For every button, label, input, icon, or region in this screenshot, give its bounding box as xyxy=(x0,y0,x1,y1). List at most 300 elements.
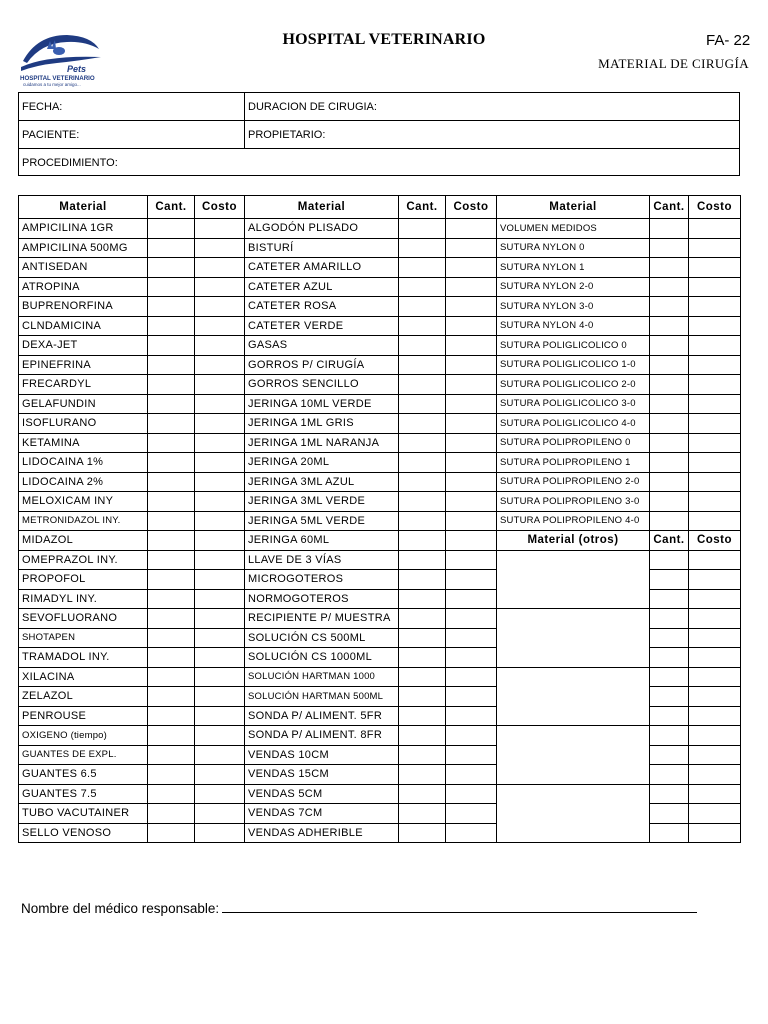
costo-cell[interactable] xyxy=(446,511,497,531)
table-row xyxy=(19,726,741,746)
header-cant: Cant. xyxy=(148,196,195,219)
costo-cell[interactable] xyxy=(195,433,245,453)
costo-cell[interactable] xyxy=(689,511,741,531)
costo-cell[interactable] xyxy=(446,433,497,453)
costo-cell[interactable] xyxy=(195,550,245,570)
cant-cell[interactable] xyxy=(650,453,689,473)
material-name: SUTURA POLIPROPILENO 0 xyxy=(497,433,650,453)
fecha-field[interactable]: FECHA: xyxy=(22,101,63,113)
costo-cell[interactable] xyxy=(195,706,245,726)
cant-cell[interactable] xyxy=(399,628,446,648)
material-name: AMPICILINA 1GR xyxy=(19,219,148,239)
material-name: METRONIDAZOL INY. xyxy=(19,511,148,531)
material-name: SUTURA POLIPROPILENO 1 xyxy=(497,453,650,473)
cant-cell[interactable] xyxy=(399,316,446,336)
cant-cell[interactable] xyxy=(148,765,195,785)
table-row xyxy=(19,394,741,414)
cant-cell[interactable] xyxy=(650,687,689,707)
costo-cell[interactable] xyxy=(689,687,741,707)
signature-block xyxy=(21,900,697,916)
cant-cell[interactable] xyxy=(148,550,195,570)
costo-cell[interactable] xyxy=(689,648,741,668)
table-row xyxy=(19,511,741,531)
cant-cell[interactable] xyxy=(399,570,446,590)
costo-cell[interactable] xyxy=(689,238,741,258)
svg-text:cuidamos a tu mejor amigo...: cuidamos a tu mejor amigo... xyxy=(23,82,81,87)
cant-cell[interactable] xyxy=(650,667,689,687)
material-name: AMPICILINA 500MG xyxy=(19,238,148,258)
form-code: FA- 22 xyxy=(706,32,751,49)
material-name: CATETER ROSA xyxy=(245,297,399,317)
cant-cell[interactable] xyxy=(650,336,689,356)
costo-cell[interactable] xyxy=(446,628,497,648)
costo-cell[interactable] xyxy=(446,238,497,258)
table-row xyxy=(19,667,741,687)
table-row xyxy=(19,453,741,473)
material-name: SUTURA POLIGLICOLICO 2-0 xyxy=(497,375,650,395)
cant-cell[interactable] xyxy=(148,726,195,746)
costo-cell[interactable] xyxy=(689,472,741,492)
cant-cell[interactable] xyxy=(148,238,195,258)
costo-cell[interactable] xyxy=(446,550,497,570)
costo-cell[interactable] xyxy=(689,316,741,336)
costo-cell[interactable] xyxy=(689,336,741,356)
procedimiento-field[interactable]: PROCEDIMIENTO: xyxy=(22,157,118,169)
otros-material-cell[interactable] xyxy=(497,667,650,726)
costo-cell[interactable] xyxy=(195,687,245,707)
material-name: SOLUCIÓN HARTMAN 1000 xyxy=(245,667,399,687)
material-name: BISTURÍ xyxy=(245,238,399,258)
header-cant: Cant. xyxy=(399,196,446,219)
costo-cell[interactable] xyxy=(446,745,497,765)
costo-cell[interactable] xyxy=(446,258,497,278)
cant-cell[interactable] xyxy=(650,258,689,278)
cant-cell[interactable] xyxy=(650,492,689,512)
costo-cell[interactable] xyxy=(195,589,245,609)
cant-cell[interactable] xyxy=(148,511,195,531)
cant-cell[interactable] xyxy=(148,687,195,707)
costo-cell[interactable] xyxy=(689,589,741,609)
material-name: FRECARDYL xyxy=(19,375,148,395)
table-row xyxy=(19,375,741,395)
otros-material-cell[interactable] xyxy=(497,550,650,609)
cant-cell[interactable] xyxy=(399,765,446,785)
cant-cell[interactable] xyxy=(148,414,195,434)
cant-cell[interactable] xyxy=(399,667,446,687)
costo-cell[interactable] xyxy=(195,219,245,239)
costo-cell[interactable] xyxy=(689,433,741,453)
cant-cell[interactable] xyxy=(148,453,195,473)
cant-cell[interactable] xyxy=(650,706,689,726)
material-name: JERINGA 3ML AZUL xyxy=(245,472,399,492)
otros-material-cell[interactable] xyxy=(497,609,650,668)
cant-cell[interactable] xyxy=(650,804,689,824)
cant-cell[interactable] xyxy=(399,355,446,375)
costo-cell[interactable] xyxy=(689,219,741,239)
cant-cell[interactable] xyxy=(148,336,195,356)
costo-cell[interactable] xyxy=(195,394,245,414)
cant-cell[interactable] xyxy=(650,784,689,804)
costo-cell[interactable] xyxy=(446,765,497,785)
costo-cell[interactable] xyxy=(689,609,741,629)
header-costo: Costo xyxy=(689,531,741,551)
costo-cell[interactable] xyxy=(689,550,741,570)
material-name: GELAFUNDIN xyxy=(19,394,148,414)
patient-info-box xyxy=(18,92,740,176)
costo-cell[interactable] xyxy=(195,531,245,551)
cant-cell[interactable] xyxy=(148,219,195,239)
material-name: LIDOCAINA 1% xyxy=(19,453,148,473)
cant-cell[interactable] xyxy=(399,531,446,551)
cant-cell[interactable] xyxy=(399,453,446,473)
costo-cell[interactable] xyxy=(689,667,741,687)
material-name: DEXA-JET xyxy=(19,336,148,356)
costo-cell[interactable] xyxy=(195,492,245,512)
costo-cell[interactable] xyxy=(195,238,245,258)
cant-cell[interactable] xyxy=(399,550,446,570)
cant-cell[interactable] xyxy=(148,823,195,843)
cant-cell[interactable] xyxy=(650,726,689,746)
material-name: JERINGA 1ML NARANJA xyxy=(245,433,399,453)
cant-cell[interactable] xyxy=(148,745,195,765)
costo-cell[interactable] xyxy=(195,628,245,648)
cant-cell[interactable] xyxy=(650,765,689,785)
costo-cell[interactable] xyxy=(446,414,497,434)
costo-cell[interactable] xyxy=(446,823,497,843)
material-name: ATROPINA xyxy=(19,277,148,297)
cant-cell[interactable] xyxy=(399,258,446,278)
costo-cell[interactable] xyxy=(446,667,497,687)
material-name: GORROS P/ CIRUGÍA xyxy=(245,355,399,375)
costo-cell[interactable] xyxy=(689,394,741,414)
cant-cell[interactable] xyxy=(650,648,689,668)
costo-cell[interactable] xyxy=(195,316,245,336)
costo-cell[interactable] xyxy=(446,336,497,356)
material-name: JERINGA 60ML xyxy=(245,531,399,551)
material-name: VENDAS 15CM xyxy=(245,765,399,785)
material-name: EPINEFRINA xyxy=(19,355,148,375)
costo-cell[interactable] xyxy=(446,492,497,512)
cant-cell[interactable] xyxy=(399,804,446,824)
costo-cell[interactable] xyxy=(446,570,497,590)
cant-cell[interactable] xyxy=(148,804,195,824)
costo-cell[interactable] xyxy=(446,355,497,375)
cant-cell[interactable] xyxy=(399,687,446,707)
cant-cell[interactable] xyxy=(148,570,195,590)
cant-cell[interactable] xyxy=(650,570,689,590)
material-name: SUTURA POLIGLICOLICO 0 xyxy=(497,336,650,356)
cant-cell[interactable] xyxy=(399,589,446,609)
cant-cell[interactable] xyxy=(399,238,446,258)
signature-line[interactable] xyxy=(222,900,697,913)
costo-cell[interactable] xyxy=(446,784,497,804)
costo-cell[interactable] xyxy=(689,297,741,317)
cant-cell[interactable] xyxy=(399,492,446,512)
table-row xyxy=(19,316,741,336)
cant-cell[interactable] xyxy=(399,706,446,726)
costo-cell[interactable] xyxy=(689,375,741,395)
table-row xyxy=(19,297,741,317)
costo-cell[interactable] xyxy=(689,823,741,843)
table-row xyxy=(19,238,741,258)
cant-cell[interactable] xyxy=(148,667,195,687)
material-name: ANTISEDAN xyxy=(19,258,148,278)
cant-cell[interactable] xyxy=(148,706,195,726)
material-name: PROPOFOL xyxy=(19,570,148,590)
table-row xyxy=(19,433,741,453)
header-material: Material xyxy=(497,196,650,219)
costo-cell[interactable] xyxy=(195,726,245,746)
costo-cell[interactable] xyxy=(446,726,497,746)
costo-cell[interactable] xyxy=(195,804,245,824)
cant-cell[interactable] xyxy=(650,238,689,258)
form-subtitle: MATERIAL DE CIRUGÍA xyxy=(598,56,749,71)
costo-cell[interactable] xyxy=(195,297,245,317)
material-name: GUANTES DE EXPL. xyxy=(19,745,148,765)
costo-cell[interactable] xyxy=(195,472,245,492)
costo-cell[interactable] xyxy=(195,414,245,434)
costo-cell[interactable] xyxy=(689,355,741,375)
cant-cell[interactable] xyxy=(650,823,689,843)
cant-cell[interactable] xyxy=(148,316,195,336)
material-name: MICROGOTEROS xyxy=(245,570,399,590)
costo-cell[interactable] xyxy=(689,804,741,824)
costo-cell[interactable] xyxy=(195,609,245,629)
cant-cell[interactable] xyxy=(399,297,446,317)
costo-cell[interactable] xyxy=(689,765,741,785)
material-name: CATETER VERDE xyxy=(245,316,399,336)
costo-cell[interactable] xyxy=(195,745,245,765)
cant-cell[interactable] xyxy=(650,628,689,648)
costo-cell[interactable] xyxy=(446,472,497,492)
material-name: XILACINA xyxy=(19,667,148,687)
cant-cell[interactable] xyxy=(650,316,689,336)
costo-cell[interactable] xyxy=(446,531,497,551)
cant-cell[interactable] xyxy=(399,219,446,239)
costo-cell[interactable] xyxy=(446,648,497,668)
costo-cell[interactable] xyxy=(446,375,497,395)
material-name: SUTURA NYLON 4-0 xyxy=(497,316,650,336)
cant-cell[interactable] xyxy=(399,823,446,843)
materials-table xyxy=(18,195,741,843)
material-name: SUTURA NYLON 1 xyxy=(497,258,650,278)
costo-cell[interactable] xyxy=(195,765,245,785)
material-name: VENDAS 10CM xyxy=(245,745,399,765)
material-name: JERINGA 1ML GRIS xyxy=(245,414,399,434)
cant-cell[interactable] xyxy=(650,433,689,453)
costo-cell[interactable] xyxy=(195,511,245,531)
costo-cell[interactable] xyxy=(446,277,497,297)
costo-cell[interactable] xyxy=(446,589,497,609)
material-name: CLNDAMICINA xyxy=(19,316,148,336)
costo-cell[interactable] xyxy=(446,394,497,414)
cant-cell[interactable] xyxy=(399,609,446,629)
material-name: SUTURA NYLON 0 xyxy=(497,238,650,258)
cant-cell[interactable] xyxy=(650,297,689,317)
cant-cell[interactable] xyxy=(399,394,446,414)
cant-cell[interactable] xyxy=(148,394,195,414)
material-name: SUTURA POLIGLICOLICO 3-0 xyxy=(497,394,650,414)
cant-cell[interactable] xyxy=(148,297,195,317)
cant-cell[interactable] xyxy=(399,336,446,356)
duracion-field[interactable]: DURACION DE CIRUGIA: xyxy=(248,101,377,113)
costo-cell[interactable] xyxy=(195,277,245,297)
material-name: SELLO VENOSO xyxy=(19,823,148,843)
cant-cell[interactable] xyxy=(650,609,689,629)
cant-cell[interactable] xyxy=(148,277,195,297)
costo-cell[interactable] xyxy=(689,492,741,512)
costo-cell[interactable] xyxy=(689,706,741,726)
costo-cell[interactable] xyxy=(195,453,245,473)
cant-cell[interactable] xyxy=(148,531,195,551)
cant-cell[interactable] xyxy=(399,511,446,531)
material-name: JERINGA 10ML VERDE xyxy=(245,394,399,414)
cant-cell[interactable] xyxy=(399,726,446,746)
propietario-field[interactable]: PROPIETARIO: xyxy=(248,129,326,141)
costo-cell[interactable] xyxy=(689,628,741,648)
cant-cell[interactable] xyxy=(399,472,446,492)
cant-cell[interactable] xyxy=(650,550,689,570)
cant-cell[interactable] xyxy=(148,609,195,629)
costo-cell[interactable] xyxy=(195,355,245,375)
paciente-field[interactable]: PACIENTE: xyxy=(22,129,80,141)
cant-cell[interactable] xyxy=(650,355,689,375)
cant-cell[interactable] xyxy=(650,277,689,297)
costo-cell[interactable] xyxy=(689,258,741,278)
cant-cell[interactable] xyxy=(650,745,689,765)
material-name: JERINGA 3ML VERDE xyxy=(245,492,399,512)
cant-cell[interactable] xyxy=(148,784,195,804)
table-row xyxy=(19,550,741,570)
costo-cell[interactable] xyxy=(195,823,245,843)
costo-cell[interactable] xyxy=(689,277,741,297)
costo-cell[interactable] xyxy=(446,297,497,317)
material-name: SUTURA POLIPROPILENO 3-0 xyxy=(497,492,650,512)
table-row xyxy=(19,609,741,629)
cant-cell[interactable] xyxy=(399,648,446,668)
svg-text:Pets: Pets xyxy=(67,64,87,74)
cant-cell[interactable] xyxy=(399,375,446,395)
table-row xyxy=(19,277,741,297)
costo-cell[interactable] xyxy=(195,258,245,278)
costo-cell[interactable] xyxy=(446,316,497,336)
material-name: SUTURA POLIPROPILENO 4-0 xyxy=(497,511,650,531)
costo-cell[interactable] xyxy=(446,609,497,629)
cant-cell[interactable] xyxy=(399,414,446,434)
material-name: SHOTAPEN xyxy=(19,628,148,648)
costo-cell[interactable] xyxy=(446,804,497,824)
material-name: ALGODÓN PLISADO xyxy=(245,219,399,239)
header-cant: Cant. xyxy=(650,531,689,551)
material-name: MIDAZOL xyxy=(19,531,148,551)
costo-cell[interactable] xyxy=(446,706,497,726)
costo-cell[interactable] xyxy=(446,453,497,473)
costo-cell[interactable] xyxy=(195,648,245,668)
costo-cell[interactable] xyxy=(446,687,497,707)
material-name: LLAVE DE 3 VÍAS xyxy=(245,550,399,570)
cant-cell[interactable] xyxy=(650,394,689,414)
cant-cell[interactable] xyxy=(148,472,195,492)
material-name: TRAMADOL INY. xyxy=(19,648,148,668)
cant-cell[interactable] xyxy=(650,511,689,531)
material-name: GASAS xyxy=(245,336,399,356)
costo-cell[interactable] xyxy=(689,570,741,590)
material-name: ZELAZOL xyxy=(19,687,148,707)
material-name: RIMADYL INY. xyxy=(19,589,148,609)
cant-cell[interactable] xyxy=(650,472,689,492)
cant-cell[interactable] xyxy=(399,784,446,804)
costo-cell[interactable] xyxy=(446,219,497,239)
material-name: OMEPRAZOL INY. xyxy=(19,550,148,570)
cant-cell[interactable] xyxy=(650,589,689,609)
costo-cell[interactable] xyxy=(195,375,245,395)
costo-cell[interactable] xyxy=(195,784,245,804)
material-name: VENDAS 5CM xyxy=(245,784,399,804)
costo-cell[interactable] xyxy=(689,784,741,804)
cant-cell[interactable] xyxy=(148,355,195,375)
cant-cell[interactable] xyxy=(148,258,195,278)
costo-cell[interactable] xyxy=(689,453,741,473)
costo-cell[interactable] xyxy=(195,336,245,356)
material-name: SUTURA NYLON 2-0 xyxy=(497,277,650,297)
costo-cell[interactable] xyxy=(195,667,245,687)
material-name: SUTURA POLIGLICOLICO 1-0 xyxy=(497,355,650,375)
cant-cell[interactable] xyxy=(148,375,195,395)
cant-cell[interactable] xyxy=(650,375,689,395)
otros-material-cell[interactable] xyxy=(497,726,650,785)
cant-cell[interactable] xyxy=(148,648,195,668)
costo-cell[interactable] xyxy=(689,745,741,765)
cant-cell[interactable] xyxy=(148,433,195,453)
table-row xyxy=(19,492,741,512)
material-name: JERINGA 20ML xyxy=(245,453,399,473)
table-row xyxy=(19,336,741,356)
cant-cell[interactable] xyxy=(399,277,446,297)
cant-cell[interactable] xyxy=(148,492,195,512)
material-name: SONDA P/ ALIMENT. 8FR xyxy=(245,726,399,746)
material-name: VENDAS 7CM xyxy=(245,804,399,824)
material-name: GUANTES 6.5 xyxy=(19,765,148,785)
page-title: HOSPITAL VETERINARIO xyxy=(282,31,486,48)
material-name: CATETER AZUL xyxy=(245,277,399,297)
material-name: JERINGA 5ML VERDE xyxy=(245,511,399,531)
material-name: TUBO VACUTAINER xyxy=(19,804,148,824)
material-name: VOLUMEN MEDIDOS xyxy=(497,219,650,239)
material-name: LIDOCAINA 2% xyxy=(19,472,148,492)
material-name: CATETER AMARILLO xyxy=(245,258,399,278)
costo-cell[interactable] xyxy=(195,570,245,590)
header-material-otros: Material (otros) xyxy=(497,531,650,551)
cant-cell[interactable] xyxy=(148,628,195,648)
cant-cell[interactable] xyxy=(650,219,689,239)
material-name: SEVOFLUORANO xyxy=(19,609,148,629)
cant-cell[interactable] xyxy=(148,589,195,609)
material-name: SOLUCIÓN CS 500ML xyxy=(245,628,399,648)
svg-text:HOSPITAL VETERINARIO: HOSPITAL VETERINARIO xyxy=(20,75,95,82)
material-name: GORROS SENCILLO xyxy=(245,375,399,395)
signature-label: Nombre del médico responsable: xyxy=(21,901,220,916)
cant-cell[interactable] xyxy=(650,414,689,434)
costo-cell[interactable] xyxy=(689,414,741,434)
material-name: BUPRENORFINA xyxy=(19,297,148,317)
cant-cell[interactable] xyxy=(399,433,446,453)
otros-material-cell[interactable] xyxy=(497,784,650,843)
costo-cell[interactable] xyxy=(689,726,741,746)
header-cant: Cant. xyxy=(650,196,689,219)
cant-cell[interactable] xyxy=(399,745,446,765)
material-name: SUTURA POLIGLICOLICO 4-0 xyxy=(497,414,650,434)
table-row xyxy=(19,219,741,239)
